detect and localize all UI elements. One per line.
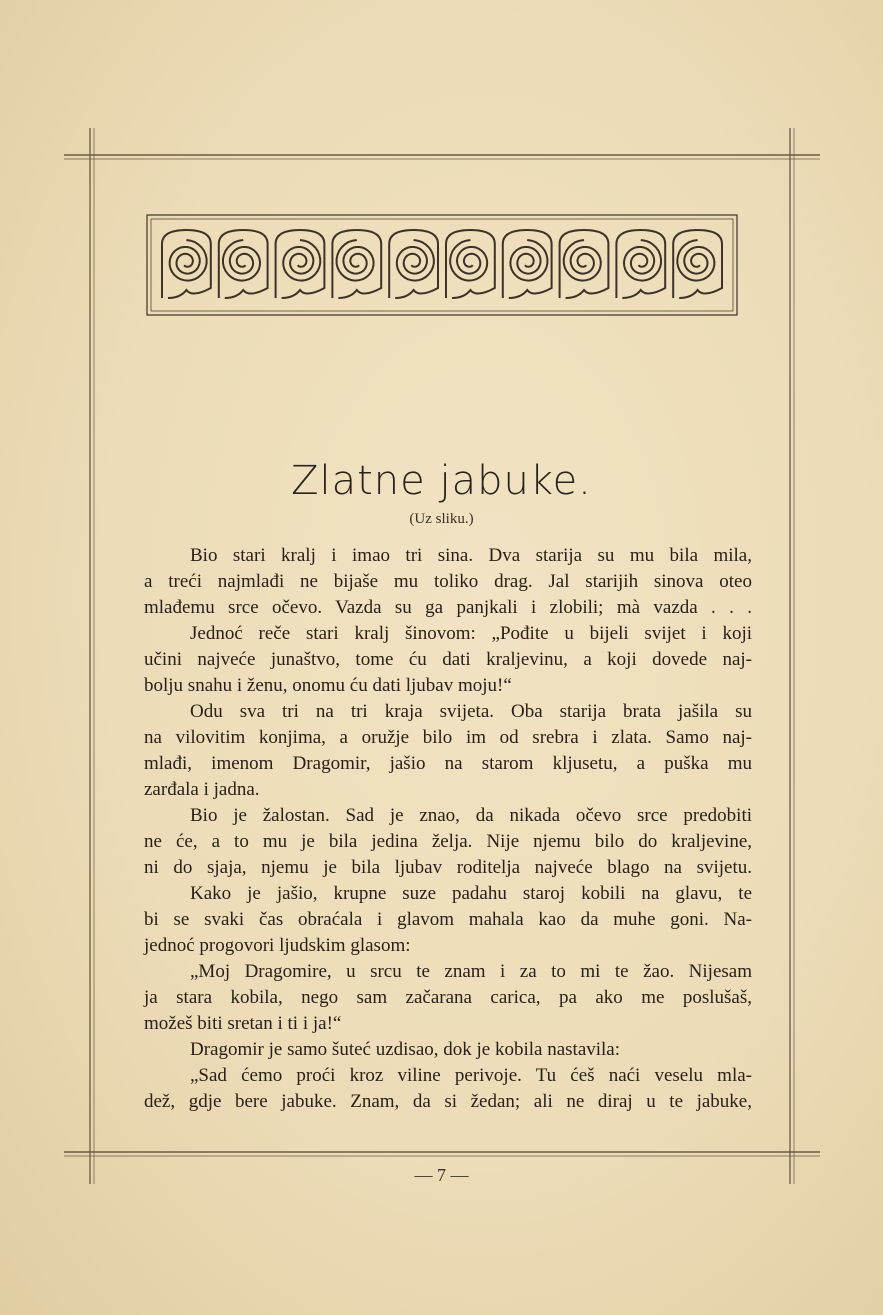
story-title: Zlatne jabuke. [291,458,592,504]
paragraph [144,1037,752,1063]
text-line: zarđala i jadna. [144,779,260,800]
ornament-band [146,214,738,316]
text-line: Bio je žalostan. Sad je znao, da nikada očevo srce predobiti [190,805,752,826]
text-line: ne će, a to mu je bila jedina želja. Nije njemu bilo do kraljevine, [144,831,752,852]
text-line: učini najveće junaštvo, tome ću dati kraljevinu, a koji dovede naj- [144,649,752,670]
text-line: mlađi, imenom Dragomir, jašio na starom kljusetu, a puška mu [144,753,752,774]
paragraph [144,543,752,621]
paragraph [144,1063,752,1115]
ornament-spiral [677,240,714,281]
text-line: Dragomir je samo šuteć uzdisao, dok je kobila nastavila: [190,1039,621,1060]
ornament-spiral [283,240,320,281]
page-number: — 7 — [414,1165,469,1185]
text-line: bi se svaki čas obraćala i glavom mahala kao da muhe goni. Na- [144,909,752,930]
paragraph [144,803,752,881]
text-line: ni do sjaja, njemu je bila ljubav roditelja najveće blago na svijetu. [144,857,752,878]
text-line: jednoć progovori ljudskim glasom: [144,935,411,956]
story-body [144,543,752,1115]
paragraph [144,621,752,699]
text-line: bolju snahu i ženu, onomu ću dati ljubav moju!“ [144,675,512,696]
ornament-spiral [510,240,547,281]
text-line: Kako je jašio, krupne suze padahu staroj kobili na glavu, te [190,883,752,904]
text-line: mlađemu srce očevo. Vazda su ga panjkali i zlobili; mà vazda . . . [144,597,752,618]
text-line: dež, gdje bere jabuke. Znam, da si žedan; ali ne diraj u te jabuke, [144,1091,752,1112]
text-line: „Sad ćemo proći kroz viline perivoje. Tu ćeš naći veselu mla- [190,1065,752,1086]
text-line: možeš biti sretan i ti i ja!“ [144,1013,342,1034]
ornament-spiral [624,240,661,281]
text-line: „Moj Dragomire, u srcu te znam i za to mi te žao. Nijesam [190,961,752,982]
ornament-spiral [397,240,434,281]
text-line: Odu sva tri na tri kraja svijeta. Oba starija brata jašila su [190,701,752,722]
paragraph [144,881,752,959]
text-line: ja stara kobila, nego sam začarana carica, pa ako me poslušaš, [144,987,752,1008]
ornament-spiral [450,240,487,281]
text-line: Jednoć reče stari kralj šinovom: „Pođite u bijeli svijet i koji [190,623,752,644]
paragraph [144,699,752,803]
text-line: na vilovitim konjima, a oružje bilo im od srebra i zlata. Samo naj- [144,727,752,748]
ornament-spiral [170,240,207,281]
text-line: Bio stari kralj i imao tri sina. Dva starija su mu bila mila, [190,545,752,566]
paragraph [144,959,752,1037]
ornament-spiral [564,240,601,281]
ornament-spiral [223,240,260,281]
text-line: a treći najmlađi ne bijaše mu toliko drag. Jal starijih sinova oteo [144,571,752,592]
ornament-spiral [337,240,374,281]
story-subtitle: (Uz sliku.) [409,511,474,527]
